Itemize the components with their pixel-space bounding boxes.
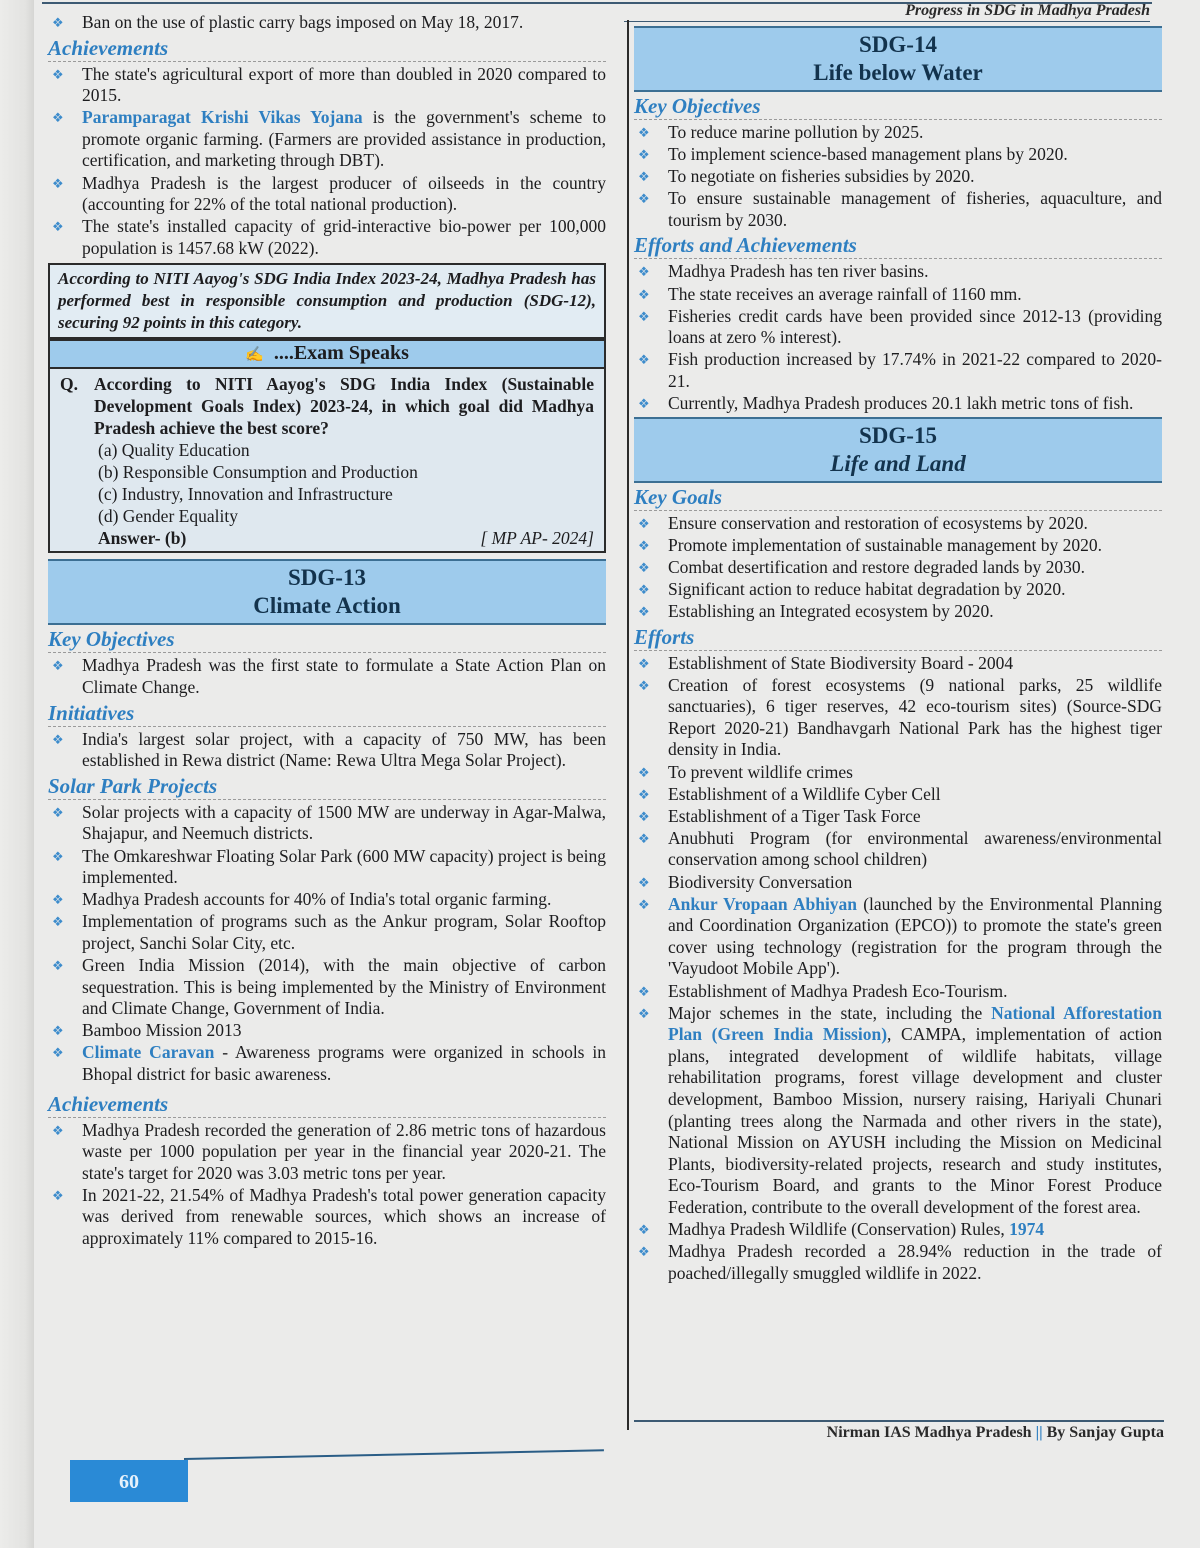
sdg13-banner — [48, 559, 606, 625]
column-divider — [627, 20, 629, 1430]
section-heading-initiatives: Initiatives — [48, 701, 606, 727]
bullet-icon: ❖ — [638, 515, 650, 531]
bullet-icon: ❖ — [638, 655, 650, 671]
bullet-icon: ❖ — [52, 66, 64, 82]
bullet-icon: ❖ — [638, 983, 650, 999]
option-d: (d) Gender Equality — [98, 506, 238, 527]
option-b: (b) Responsible Consumption and Production — [98, 462, 418, 483]
solar-park-list — [48, 802, 606, 1086]
list-item: ❖ Establishing an Integrated ecosystem by 2020. — [638, 601, 994, 621]
list-item: ❖ To reduce marine pollution by 2025. — [638, 122, 924, 142]
exam-speaks-box — [48, 339, 606, 553]
bullet-icon: ❖ — [52, 1023, 64, 1039]
sdg15-efforts-list — [634, 653, 1162, 1285]
section-heading-solar-park-projects: Solar Park Projects — [48, 774, 606, 800]
program-name: Climate Caravan — [82, 1042, 215, 1063]
list-item: ❖ Fisheries credit cards have been provided since 2012-13 (providing loans at zero % interest). — [638, 305, 1162, 348]
separator: || — [1035, 1424, 1043, 1441]
year-highlight: 1974 — [1009, 1219, 1045, 1240]
bullet-icon: ❖ — [638, 808, 650, 824]
list-item: ❖ Significant action to reduce habitat degradation by 2020. — [638, 578, 1066, 599]
list-item: ❖ Combat desertification and restore degraded lands by 2030. — [638, 556, 1085, 577]
question-row — [60, 373, 594, 439]
pen-writing-icon: ✍ — [245, 347, 264, 364]
achievements-list — [48, 64, 606, 260]
list-item: ❖ Solar projects with a capacity of 1500 MW are underway in Agar-Malwa, Shajapur, and Neemuch districts. — [52, 801, 606, 844]
footer-rule — [634, 1420, 1164, 1422]
publisher: Nirman IAS Madhya Pradesh — [826, 1424, 1032, 1441]
left-column — [48, 12, 606, 1250]
answer: Answer- (b) — [98, 528, 187, 549]
bullet-icon: ❖ — [638, 786, 650, 802]
list-item: ❖ To prevent wildlife crimes — [638, 761, 853, 782]
bullet-icon: ❖ — [638, 396, 650, 412]
sdg-name: Life and Land — [830, 450, 966, 476]
sdg14-objectives-list — [634, 122, 1162, 231]
list-item: ❖ Implementation of programs such as the Ankur program, Solar Rooftop project, Sanchi Solar City, etc. — [52, 911, 606, 953]
key-objectives-list — [48, 655, 606, 698]
bullet-icon: ❖ — [638, 147, 650, 163]
list-item: ❖ Ban on the use of plastic carry bags imposed on May 18, 2017. — [52, 12, 524, 32]
list-item: ❖ Currently, Madhya Pradesh produces 20.1 lakh metric tons of fish. — [638, 393, 1134, 414]
sdg15-banner — [634, 417, 1162, 483]
fact-box: According to NITI Aayog's SDG India Index 2023-24, Madhya Pradesh has performed best in responsible consumption and production (SDG-12), securing 92 points in this category. — [48, 263, 606, 339]
bullet-icon: ❖ — [52, 804, 64, 820]
page-number-rule — [184, 1449, 604, 1459]
bullet-icon: ❖ — [638, 559, 650, 575]
bullet-icon: ❖ — [52, 658, 64, 674]
list-item: ❖ The Omkareshwar Floating Solar Park (600 MW capacity) project is being implemented. — [52, 845, 606, 888]
scheme-name: Paramparagat Krishi Vikas Yojana — [82, 107, 363, 128]
list-item: ❖ Madhya Pradesh recorded the generation of 2.86 metric tons of hazardous waste per 1000 population per year in the financial year 2020-21. The state's target for 2020 was 3.03 metric tons per year. — [52, 1119, 606, 1183]
footer-credit — [827, 1424, 1164, 1442]
list-item: ❖ Major schemes in the state, including the National Afforestation Plan (Green India Mission), CAMPA, implementation of action plans, integrated development of wildlife habitats, village rehabilitation programs, forest village development and cluster development, Bamboo Mission, nursery raising, Hariyali Chunari (planting trees along the Narmada and other rivers in the state), National Mission on AYUSH including the Mission on Medicinal Plants, biodiversity-related projects, research and study institutes, Eco-Tourism Board, and grants to the Minor Forest Produce Federation, contribute to the overall development of the forest area. — [638, 1002, 1162, 1217]
list-item: ❖ Madhya Pradesh recorded a 28.94% reduction in the trade of poached/illegally smuggled wildlife in 2022. — [638, 1241, 1162, 1283]
sdg14-efforts-list — [634, 261, 1162, 414]
bullet-icon: ❖ — [52, 957, 64, 973]
section-heading-efforts: Efforts — [634, 625, 1162, 651]
bullet-icon: ❖ — [638, 830, 650, 846]
bullet-icon: ❖ — [52, 1187, 64, 1203]
list-item: ❖ Climate Caravan - Awareness programs were organized in schools in Bhopal district for basic awareness. — [52, 1042, 606, 1084]
section-heading-key-goals: Key Goals — [634, 485, 1162, 511]
page-number: 60 — [70, 1460, 188, 1502]
scheme-name: National Afforestation Plan (Green India Mission) — [668, 1002, 1162, 1045]
bullet-icon: ❖ — [52, 15, 64, 30]
running-head: Progress in SDG in Madhya Pradesh — [624, 2, 1150, 22]
section-heading-efforts-achievements: Efforts and Achievements — [634, 233, 1162, 259]
bullet-icon: ❖ — [638, 896, 650, 912]
list-item: ❖ To negotiate on fisheries subsidies by 2020. — [638, 166, 975, 187]
bullet-icon: ❖ — [638, 874, 650, 890]
list-item: ❖ Paramparagat Krishi Vikas Yojana is the government's scheme to promote organic farming. (Farmers are provided assistance in production, certification, and marketing through DBT). — [52, 107, 606, 171]
sdg14-banner — [634, 26, 1162, 92]
list-item: ❖ The state's installed capacity of grid-interactive bio-power per 100,000 population is 1457.68 kW (2022). — [52, 216, 606, 258]
section-heading-key-objectives: Key Objectives — [48, 627, 606, 653]
question-text: According to NITI Aayog's SDG India Index (Sustainable Development Goals Index) 2023-24, in which goal did Madhya Pradesh achieve the best score? — [94, 374, 594, 439]
list-item: ❖ Establishment of a Tiger Task Force — [638, 805, 921, 826]
bullet-icon: ❖ — [52, 848, 64, 864]
answer-row — [60, 527, 594, 549]
exam-speaks-header: ✍ ....Exam Speaks — [50, 339, 604, 369]
sdg13-achievements-list — [48, 1120, 606, 1250]
list-item: ❖ Bamboo Mission 2013 — [52, 1020, 242, 1041]
bullet-icon: ❖ — [52, 1045, 64, 1061]
section-heading-key-objectives: Key Objectives — [634, 94, 1162, 120]
list-item: ❖ Establishment of Madhya Pradesh Eco-Tourism. — [638, 980, 1008, 1001]
list-item: ❖ Madhya Pradesh accounts for 40% of India's total organic farming. — [52, 889, 552, 910]
sdg15-goals-list — [634, 513, 1162, 623]
bullet-icon: ❖ — [52, 1122, 64, 1138]
list-item: ❖ The state's agricultural export of more than doubled in 2020 compared to 2015. — [52, 63, 606, 106]
list-item: ❖ To implement science-based management plans by 2020. — [638, 144, 1068, 165]
right-column — [634, 26, 1162, 1285]
list-item: ❖ Madhya Pradesh has ten river basins. — [638, 261, 929, 282]
section-heading-achievements: Achievements — [48, 1092, 606, 1118]
bullet-icon: ❖ — [638, 764, 650, 780]
list-item: ❖ Anubhuti Program (for environmental awareness/environmental conservation among school children) — [638, 827, 1162, 870]
list-item: ❖ To ensure sustainable management of fisheries, aquaculture, and tourism by 2030. — [638, 188, 1162, 230]
section-heading-achievements: Achievements — [48, 36, 606, 62]
bullet-icon: ❖ — [638, 1005, 650, 1021]
bullet-icon: ❖ — [638, 677, 650, 693]
list-item: ❖ Promote implementation of sustainable management by 2020. — [638, 534, 1103, 555]
list-item: ❖ Green India Mission (2014), with the main objective of carbon sequestration. This is being implemented by the Ministry of Environment and Climate Change, Government of India. — [52, 954, 606, 1019]
bullet-icon: ❖ — [638, 1222, 650, 1238]
list-item: ❖ Biodiversity Conversation — [638, 871, 853, 892]
bullet-icon: ❖ — [52, 914, 64, 930]
bullet-icon: ❖ — [638, 352, 650, 368]
sdg-number: SDG-14 — [859, 32, 937, 57]
initiatives-list — [48, 729, 606, 772]
bullet-icon: ❖ — [52, 892, 64, 908]
bullet-icon: ❖ — [52, 219, 64, 235]
list-item: ❖ Establishment of a Wildlife Cyber Cell — [638, 783, 941, 804]
list-item: ❖ Madhya Pradesh is the largest producer of oilseeds in the country (accounting for 22% of the total national production). — [52, 172, 606, 215]
top-bullets — [48, 12, 606, 34]
bullet-icon: ❖ — [52, 175, 64, 191]
bullet-icon: ❖ — [638, 308, 650, 324]
bullet-icon: ❖ — [52, 110, 64, 126]
bullet-icon: ❖ — [52, 731, 64, 747]
bullet-icon: ❖ — [638, 191, 650, 207]
bullet-icon: ❖ — [638, 604, 650, 619]
list-item: ❖ Establishment of State Biodiversity Board - 2004 — [638, 652, 1014, 673]
bullet-icon: ❖ — [638, 125, 650, 140]
option-a: (a) Quality Education — [98, 440, 250, 461]
list-item: ❖ Madhya Pradesh was the first state to formulate a State Action Plan on Climate Change. — [52, 655, 606, 698]
list-item: ❖ Ensure conservation and restoration of ecosystems by 2020. — [638, 512, 1088, 533]
bullet-icon: ❖ — [638, 537, 650, 553]
bullet-icon: ❖ — [638, 1244, 650, 1260]
list-item: ❖ The state receives an average rainfall of 1160 mm. — [638, 283, 1022, 304]
exam-source: [ MP AP- 2024] — [480, 528, 594, 549]
sdg-number: SDG-13 — [288, 565, 366, 591]
book-page — [34, 0, 1200, 1548]
list-item: ❖ Fish production increased by 17.74% in 2021-22 compared to 2020-21. — [638, 349, 1162, 391]
exam-question — [50, 369, 604, 551]
sdg-number: SDG-15 — [859, 422, 937, 448]
bullet-icon: ❖ — [638, 581, 650, 597]
program-name: Ankur Vropaan Abhiyan — [668, 893, 858, 914]
option-c: (c) Industry, Innovation and Infrastructure — [98, 484, 393, 505]
list-item: ❖ Madhya Pradesh Wildlife (Conservation) Rules, 1974 — [638, 1219, 1045, 1240]
sdg-name: Climate Action — [253, 593, 401, 619]
options — [60, 439, 594, 527]
bullet-icon: ❖ — [638, 264, 650, 280]
question-label: Q. — [60, 374, 78, 395]
bullet-icon: ❖ — [638, 169, 650, 185]
list-item: ❖ In 2021-22, 21.54% of Madhya Pradesh's total power generation capacity was derived from renewable sources, which shows an increase of approximately 11% compared to 2015-16. — [52, 1184, 606, 1248]
sdg-name: Life below Water — [813, 60, 983, 85]
author: By Sanjay Gupta — [1046, 1424, 1164, 1441]
list-item: ❖ Creation of forest ecosystems (9 national parks, 25 wildlife sanctuaries), 6 tiger reserves, 42 eco-tourism sites) (Source-SDG Report 2020-21) Bandhavgarh National Park has the highest tiger density in India. — [638, 674, 1162, 760]
bullet-icon: ❖ — [638, 286, 650, 302]
list-item: ❖ India's largest solar project, with a capacity of 750 MW, has been established in Rewa district (Name: Rewa Ultra Mega Solar Project). — [52, 728, 606, 771]
list-item: ❖ Ankur Vropaan Abhiyan (launched by the Environmental Planning and Coordination Organization (EPCO)) to promote the state's green cover using technology (registration for the program through the 'Vayudoot Mobile App'). — [638, 893, 1162, 979]
